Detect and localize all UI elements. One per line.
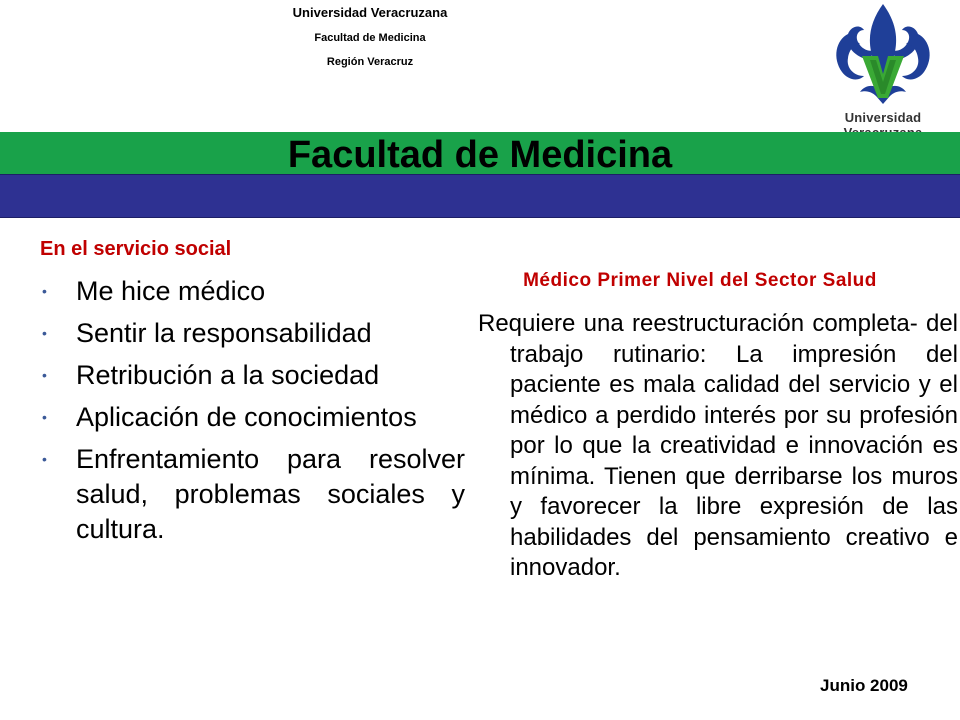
list-item-text: Aplicación de conocimientos [76,402,417,432]
list-item-text: Sentir la responsabilidad [76,318,372,348]
list-item [40,400,465,435]
university-logo [808,0,958,130]
left-section-heading: En el servicio social [40,238,232,260]
header-region: Región Veracruz [326,56,414,68]
bullet-icon: • [42,283,47,299]
header-faculty: Facultad de Medicina [314,32,426,44]
header-university: Universidad Veracruzana [292,5,448,20]
bullet-icon: • [42,367,47,383]
list-item [40,316,465,351]
page-title: Facultad de Medicina [287,134,673,176]
fleur-de-lis-icon [808,0,958,112]
bullet-list [40,274,465,554]
right-paragraph: Requiere una reestructuración completa- del trabajo rutinario: La impresión del paciente es mala calidad del servicio y el médico a perdido interés por su profesión por lo que la creatividad e innovación es mínima. Tienen que derribarse los muros y favorecer la libre expresión de las habilidades del pensamiento creativo e innovador. [478,310,958,581]
bullet-icon: • [42,409,47,425]
list-item [40,274,465,309]
list-item [40,358,465,393]
banner-blue-band [0,174,960,218]
bullet-icon: • [42,325,47,341]
bullet-icon: • [42,451,47,467]
footer-date: Junio 2009 [820,676,908,695]
logo-text: Universidad [844,110,922,125]
list-item-text: Retribución a la sociedad [76,360,380,390]
right-section-heading: Médico Primer Nivel del Sector Salud [523,270,877,291]
list-item [40,442,465,547]
list-item-text: Me hice médico [76,276,266,306]
list-item-text: Enfrentamiento para resolver salud, problemas sociales y cultura. [76,444,465,544]
